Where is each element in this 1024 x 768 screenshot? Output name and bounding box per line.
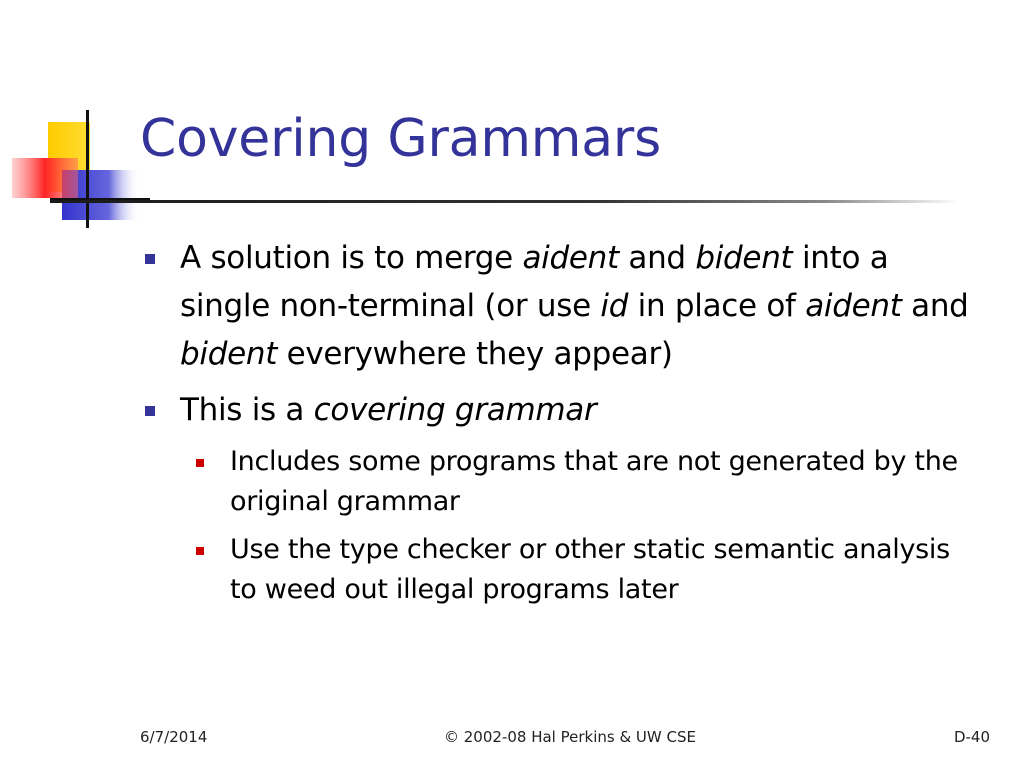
title-rule (50, 200, 960, 203)
footer-date: 6/7/2014 (140, 728, 208, 746)
bullet-list (140, 234, 980, 434)
bullet-text: A solution is to merge aident and bident into a single non-terminal (or use id in place of aident and bident everywhere they appear) (180, 240, 969, 372)
square-bullet-icon (145, 406, 155, 416)
red-square-bullet-icon (196, 459, 204, 467)
sub-bullet-text: Includes some programs that are not generated by the original grammar (230, 446, 958, 517)
square-bullet-icon (145, 254, 155, 264)
sub-bullet-item (144, 442, 980, 522)
sub-bullet-item (144, 530, 980, 610)
footer-copyright: © 2002-08 Hal Perkins & UW CSE (444, 728, 696, 746)
logo-red-bar (12, 158, 78, 198)
slide-title: Covering Grammars (140, 109, 661, 169)
bullet-text: This is a covering grammar (180, 392, 597, 428)
red-square-bullet-icon (196, 547, 204, 555)
footer-page-number: D-40 (953, 728, 990, 746)
sub-bullet-list (144, 442, 980, 610)
bullet-item (140, 234, 980, 378)
bullet-item (140, 386, 980, 434)
corner-logo-icon (0, 0, 150, 240)
sub-bullet-text: Use the type checker or other static semantic analysis to weed out illegal programs later (230, 534, 950, 605)
slide-content (140, 234, 980, 610)
logo-vertical-line (86, 110, 89, 228)
